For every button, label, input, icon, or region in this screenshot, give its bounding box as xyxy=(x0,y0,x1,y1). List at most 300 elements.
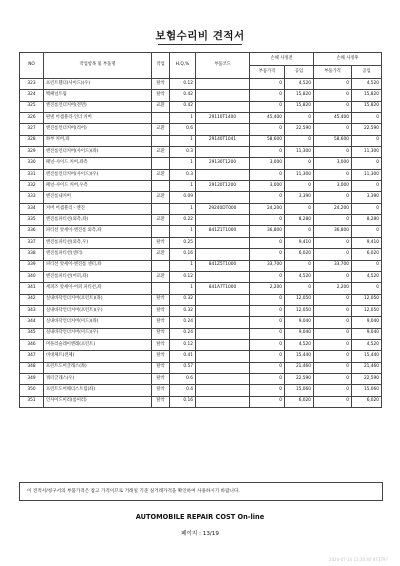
cell-item: 실내바닥언더커버(프런트)(우) xyxy=(44,305,152,316)
cell-no: 336 xyxy=(20,226,44,237)
cell-after-part: 0 xyxy=(314,271,352,282)
table-body xyxy=(20,79,382,408)
header-after-labor: 공임 xyxy=(352,66,382,79)
cell-before-labor: 0 xyxy=(285,203,314,214)
cell-hq: 0.24 xyxy=(170,317,196,328)
cell-code: 29130T1200 xyxy=(196,158,250,169)
cell-before-part: 0 xyxy=(250,237,285,248)
cell-after-labor: 12,050 xyxy=(352,305,382,316)
header-after: 손해 사정후 xyxy=(314,53,382,66)
cell-code xyxy=(196,317,250,328)
cell-after-part: 36,800 xyxy=(314,226,352,237)
cell-code xyxy=(196,328,250,339)
cell-before-labor: 12,050 xyxy=(285,305,314,316)
cell-before-part: 0 xyxy=(250,249,285,260)
cell-no: 332 xyxy=(20,181,44,192)
cell-no: 331 xyxy=(20,169,44,180)
cell-item: 머플러슬레이엔레(프런트) xyxy=(44,339,152,350)
cell-code: 29120T1200 xyxy=(196,181,250,192)
cell-code: 29140T1041 xyxy=(196,135,250,146)
cell-before-part: 36,800 xyxy=(250,226,285,237)
cell-code xyxy=(196,385,250,396)
cell-before-labor: 12,050 xyxy=(285,294,314,305)
cell-code: 841A7T1000 xyxy=(196,283,250,294)
cell-no: 323 xyxy=(20,79,44,90)
cell-item: 세퍼즈 앗세이-어퍼 파티션,좌 xyxy=(44,283,152,294)
table-row xyxy=(20,113,382,124)
cell-after-labor: 15,820 xyxy=(352,101,382,112)
table-row xyxy=(20,192,382,203)
cell-item: 엔진룸내커버 xyxy=(44,192,152,203)
cell-work: 교환 xyxy=(152,147,170,158)
table-row xyxy=(20,305,382,316)
cell-work: 교환 xyxy=(152,124,170,135)
cell-before-labor: 0 xyxy=(285,283,314,294)
cell-hq: 1 xyxy=(170,135,196,146)
title-underline xyxy=(158,44,242,45)
cell-item: 인사이드미러(룸미러) xyxy=(44,396,152,407)
cell-work xyxy=(152,260,170,271)
cell-no: 343 xyxy=(20,305,44,316)
cell-before-part: 58,600 xyxy=(250,135,285,146)
cell-before-part: 0 xyxy=(250,317,285,328)
cell-code: 29110T1400 xyxy=(196,113,250,124)
cell-before-labor: 15,820 xyxy=(285,90,314,101)
cell-item: 엔진룸파티션(외측,좌) xyxy=(44,215,152,226)
cell-before-labor: 21,460 xyxy=(285,362,314,373)
table-row xyxy=(20,339,382,350)
cell-work: 교환 xyxy=(152,249,170,260)
cell-hq: 1 xyxy=(170,226,196,237)
cell-hq: 0.42 xyxy=(170,101,196,112)
cell-before-part: 0 xyxy=(250,396,285,407)
cell-after-labor: 6,020 xyxy=(352,396,382,407)
header-work: 작업 xyxy=(152,53,170,79)
table-row xyxy=(20,260,382,271)
cell-code: 29240DT000 xyxy=(196,203,250,214)
cell-after-labor: 6,020 xyxy=(352,249,382,260)
cell-hq: 0.6 xyxy=(170,124,196,135)
cell-hq: 0.25 xyxy=(170,237,196,248)
cell-after-labor: 0 xyxy=(352,113,382,124)
cell-no: 327 xyxy=(20,124,44,135)
cell-before-labor: 9,040 xyxy=(285,328,314,339)
cell-after-part: 0 xyxy=(314,362,352,373)
cell-work: 탈착 xyxy=(152,351,170,362)
cell-work xyxy=(152,226,170,237)
cell-no: 347 xyxy=(20,351,44,362)
table-row xyxy=(20,147,382,158)
cell-code xyxy=(196,147,250,158)
cell-item: 패널-사이드 커버,우측 xyxy=(44,181,152,192)
table-row xyxy=(20,203,382,214)
cell-before-part: 0 xyxy=(250,294,285,305)
cell-work: 탈착 xyxy=(152,90,170,101)
cell-code xyxy=(196,362,250,373)
cell-hq: 0.22 xyxy=(170,215,196,226)
cell-item: 엔진룸언더커버(전면) xyxy=(44,101,152,112)
cell-before-part: 0 xyxy=(250,79,285,90)
cell-before-part: 0 xyxy=(250,169,285,180)
cell-after-labor: 9,040 xyxy=(352,317,382,328)
cell-work: 탈착 xyxy=(152,373,170,384)
table-row xyxy=(20,135,382,146)
cell-before-part: 33,700 xyxy=(250,260,285,271)
cell-after-part: 0 xyxy=(314,124,352,135)
cell-work xyxy=(152,113,170,124)
cell-code: 841Z1T1000 xyxy=(196,226,250,237)
cell-after-labor: 21,460 xyxy=(352,362,382,373)
header-hq: H,Q,% xyxy=(170,53,196,79)
cell-after-part: 0 xyxy=(314,351,352,362)
cell-after-labor: 0 xyxy=(352,260,382,271)
cell-work: 탈착 xyxy=(152,294,170,305)
cell-no: 337 xyxy=(20,237,44,248)
cell-before-part: 0 xyxy=(250,385,285,396)
cell-after-labor: 4,520 xyxy=(352,271,382,282)
cell-work: 교환 xyxy=(152,215,170,226)
cell-code xyxy=(196,90,250,101)
cell-item: 하부 커버,좌 xyxy=(44,135,152,146)
cell-hq: 1 xyxy=(170,181,196,192)
cell-item: 프런트휀더(사이드)(우) xyxy=(44,79,152,90)
header-code: 부품코드 xyxy=(196,53,250,79)
cell-hq: 0.42 xyxy=(170,90,196,101)
cell-after-part: 0 xyxy=(314,294,352,305)
table-row xyxy=(20,158,382,169)
cell-no: 344 xyxy=(20,317,44,328)
cell-item: 엔진룸파티션(센터) xyxy=(44,249,152,260)
cell-after-labor: 0 xyxy=(352,158,382,169)
cell-hq: 1 xyxy=(170,283,196,294)
table-row xyxy=(20,385,382,396)
cell-before-part: 2,200 xyxy=(250,283,285,294)
cell-before-part: 0 xyxy=(250,192,285,203)
cell-before-labor: 22,590 xyxy=(285,373,314,384)
cell-code xyxy=(196,79,250,90)
table-row xyxy=(20,317,382,328)
header-item: 작업항목 및 부품명 xyxy=(44,53,152,79)
cell-before-labor: 15,060 xyxy=(285,385,314,396)
cell-after-part: 0 xyxy=(314,249,352,260)
cell-after-labor: 11,300 xyxy=(352,147,382,158)
cell-hq: 0.16 xyxy=(170,396,196,407)
cell-before-labor: 9,040 xyxy=(285,317,314,328)
cell-after-labor: 4,520 xyxy=(352,79,382,90)
cell-hq: 0.57 xyxy=(170,362,196,373)
table-row xyxy=(20,362,382,373)
cell-after-part: 0 xyxy=(314,396,352,407)
cell-before-labor: 11,300 xyxy=(285,147,314,158)
print-timestamp: 2024-07-14 13:30:40 871797 xyxy=(328,557,388,562)
cell-work: 탈착 xyxy=(152,396,170,407)
cell-work: 탈착 xyxy=(152,305,170,316)
cell-work: 교환 xyxy=(152,101,170,112)
cell-no: 328 xyxy=(20,135,44,146)
cell-after-labor: 22,590 xyxy=(352,124,382,135)
cell-work: 탈착 xyxy=(152,79,170,90)
cell-after-part: 0 xyxy=(314,169,352,180)
cell-after-part: 0 xyxy=(314,90,352,101)
table-row xyxy=(20,237,382,248)
cell-no: 339 xyxy=(20,260,44,271)
cell-hq: 0.16 xyxy=(170,249,196,260)
cell-no: 338 xyxy=(20,249,44,260)
cell-code xyxy=(196,351,250,362)
table-row xyxy=(20,90,382,101)
cell-hq: 0.24 xyxy=(170,328,196,339)
cell-work: 탈착 xyxy=(152,317,170,328)
cell-before-part: 0 xyxy=(250,215,285,226)
cell-code xyxy=(196,192,250,203)
cell-no: 334 xyxy=(20,203,44,214)
cell-before-labor: 0 xyxy=(285,158,314,169)
cell-after-labor: 12,050 xyxy=(352,294,382,305)
cell-after-part: 0 xyxy=(314,101,352,112)
cell-code xyxy=(196,101,250,112)
cell-item: 실내바닥언더커버(미드)(우) xyxy=(44,328,152,339)
table-row xyxy=(20,249,382,260)
cell-hq: 0.12 xyxy=(170,339,196,350)
cell-item: 엔진룸파티션(어퍼,좌) xyxy=(44,271,152,282)
cell-code xyxy=(196,169,250,180)
cell-no: 333 xyxy=(20,192,44,203)
cell-after-labor: 4,520 xyxy=(352,339,382,350)
cell-code xyxy=(196,271,250,282)
cell-after-part: 0 xyxy=(314,305,352,316)
header-before-labor: 공임 xyxy=(285,66,314,79)
cell-after-labor: 0 xyxy=(352,203,382,214)
cell-before-part: 3,000 xyxy=(250,181,285,192)
cell-before-labor: 4,520 xyxy=(285,271,314,282)
cell-item: 쿼터글래스(우) xyxy=(44,373,152,384)
cell-work xyxy=(152,283,170,294)
cell-item: 판넬 어셈블리-언더 커버 xyxy=(44,113,152,124)
cell-item: 프런트도어글래스(좌) xyxy=(44,362,152,373)
cell-no: 351 xyxy=(20,396,44,407)
cell-before-labor: 4,520 xyxy=(285,79,314,90)
cell-work: 교환 xyxy=(152,271,170,282)
cell-after-labor: 9,040 xyxy=(352,328,382,339)
cell-item: 파티션 앗세이-엔진룸 센터,좌 xyxy=(44,260,152,271)
cell-before-part: 0 xyxy=(250,339,285,350)
cell-code xyxy=(196,294,250,305)
cell-no: 348 xyxy=(20,362,44,373)
cell-code xyxy=(196,249,250,260)
table-row xyxy=(20,79,382,90)
table-row xyxy=(20,328,382,339)
cell-no: 330 xyxy=(20,158,44,169)
cell-no: 325 xyxy=(20,101,44,112)
cell-work: 탈착 xyxy=(152,385,170,396)
header-after-part: 부품가격 xyxy=(314,66,352,79)
cell-after-part: 24,200 xyxy=(314,203,352,214)
cell-work xyxy=(152,135,170,146)
cell-after-labor: 0 xyxy=(352,135,382,146)
cell-hq: 1 xyxy=(170,260,196,271)
cell-before-labor: 0 xyxy=(285,181,314,192)
cell-item: 실내바닥언더커버(프런트)(좌) xyxy=(44,294,152,305)
notice-box: 이 견적서/청구서의 부품가격은 참고 가격이므로 거래일 기준 실거래가격을 확인하여 사용하시기 바랍니다. xyxy=(19,482,383,501)
cell-item: 엔진룸언더커버(사이드)(좌) xyxy=(44,147,152,158)
cell-hq: 0.3 xyxy=(170,147,196,158)
table-row xyxy=(20,396,382,407)
cell-before-part: 0 xyxy=(250,147,285,158)
cell-before-part: 3,000 xyxy=(250,158,285,169)
cell-after-labor: 15,440 xyxy=(352,351,382,362)
cell-hq: 0.32 xyxy=(170,305,196,316)
cell-after-part: 33,700 xyxy=(314,260,352,271)
cell-work: 탈착 xyxy=(152,328,170,339)
cell-after-part: 0 xyxy=(314,328,352,339)
cell-after-part: 0 xyxy=(314,373,352,384)
cell-before-labor: 3,390 xyxy=(285,192,314,203)
table-row xyxy=(20,283,382,294)
cell-hq: 0.6 xyxy=(170,373,196,384)
cell-before-labor: 0 xyxy=(285,113,314,124)
cell-work: 탈착 xyxy=(152,237,170,248)
cell-before-part: 0 xyxy=(250,271,285,282)
cell-no: 335 xyxy=(20,215,44,226)
cell-after-part: 2,200 xyxy=(314,283,352,294)
cell-before-part: 0 xyxy=(250,305,285,316)
cell-hq: 0.12 xyxy=(170,271,196,282)
cell-work: 탈착 xyxy=(152,362,170,373)
cell-hq: 0.41 xyxy=(170,351,196,362)
cell-code xyxy=(196,305,250,316)
table-row xyxy=(20,124,382,135)
cell-before-labor: 22,590 xyxy=(285,124,314,135)
cell-no: 341 xyxy=(20,283,44,294)
cell-before-part: 0 xyxy=(250,90,285,101)
cell-no: 324 xyxy=(20,90,44,101)
cell-hq: 0.4 xyxy=(170,385,196,396)
cell-no: 326 xyxy=(20,113,44,124)
page-number: 페이지 : 13/19 xyxy=(181,531,219,537)
cell-hq: 1 xyxy=(170,158,196,169)
cell-before-labor: 0 xyxy=(285,135,314,146)
cell-item: 백패널트림 xyxy=(44,90,152,101)
cell-after-labor: 0 xyxy=(352,283,382,294)
cell-item: 엔진룸언더커버(리어) xyxy=(44,124,152,135)
header-before: 손해 사정전 xyxy=(250,53,314,66)
table-row xyxy=(20,294,382,305)
cell-work xyxy=(152,203,170,214)
cell-code xyxy=(196,396,250,407)
cell-after-part: 0 xyxy=(314,339,352,350)
cell-before-part: 0 xyxy=(250,328,285,339)
cell-after-labor: 15,820 xyxy=(352,90,382,101)
cell-after-part: 0 xyxy=(314,237,352,248)
cell-before-labor: 0 xyxy=(285,260,314,271)
cell-work: 교환 xyxy=(152,169,170,180)
cell-after-labor: 15,060 xyxy=(352,385,382,396)
cell-hq: 0.09 xyxy=(170,192,196,203)
cell-hq: 1 xyxy=(170,203,196,214)
cell-before-labor: 15,820 xyxy=(285,101,314,112)
document-title: 보험수리비 견적서 xyxy=(155,30,245,42)
cell-before-labor: 4,520 xyxy=(285,339,314,350)
cell-after-labor: 11,300 xyxy=(352,169,382,180)
cell-before-part: 24,200 xyxy=(250,203,285,214)
cell-before-labor: 0 xyxy=(285,226,314,237)
cell-after-part: 58,600 xyxy=(314,135,352,146)
cell-item: 엔진룸언더커버(사이드)(우) xyxy=(44,169,152,180)
cell-before-labor: 6,020 xyxy=(285,249,314,260)
cell-after-part: 0 xyxy=(314,147,352,158)
cell-item: 비대체트(전체) xyxy=(44,351,152,362)
cell-after-part: 0 xyxy=(314,192,352,203)
table-row xyxy=(20,215,382,226)
cell-before-labor: 8,280 xyxy=(285,215,314,226)
cell-no: 346 xyxy=(20,339,44,350)
cell-code: 841Z5T1000 xyxy=(196,260,250,271)
cell-after-labor: 9,410 xyxy=(352,237,382,248)
cell-after-labor: 22,590 xyxy=(352,373,382,384)
table-row xyxy=(20,169,382,180)
header-no: NO xyxy=(20,53,44,79)
cell-before-labor: 15,440 xyxy=(285,351,314,362)
cell-after-part: 45,400 xyxy=(314,113,352,124)
cell-after-labor: 0 xyxy=(352,181,382,192)
cell-before-labor: 9,410 xyxy=(285,237,314,248)
table-row xyxy=(20,271,382,282)
cell-after-part: 3,000 xyxy=(314,181,352,192)
cell-before-part: 0 xyxy=(250,101,285,112)
cell-no: 340 xyxy=(20,271,44,282)
cell-no: 349 xyxy=(20,373,44,384)
cell-after-part: 0 xyxy=(314,317,352,328)
cell-hq: 1 xyxy=(170,113,196,124)
cell-after-labor: 0 xyxy=(352,226,382,237)
cell-code xyxy=(196,373,250,384)
cell-item: 커버 어셈블리 - 엔진 xyxy=(44,203,152,214)
cell-no: 345 xyxy=(20,328,44,339)
cell-after-part: 3,000 xyxy=(314,158,352,169)
cell-code xyxy=(196,237,250,248)
cell-work: 탈착 xyxy=(152,339,170,350)
cell-item: 프런트도어웨더스트립(좌) xyxy=(44,385,152,396)
cell-no: 329 xyxy=(20,147,44,158)
cell-work: 교환 xyxy=(152,192,170,203)
cell-before-part: 0 xyxy=(250,362,285,373)
cell-before-part: 45,400 xyxy=(250,113,285,124)
cell-hq: 0.3 xyxy=(170,169,196,180)
footer-title: AUTOMOBILE REPAIR COST On-line xyxy=(135,513,265,521)
cell-hq: 0.12 xyxy=(170,79,196,90)
cell-before-labor: 6,020 xyxy=(285,396,314,407)
cell-item: 파티션 앗세이-엔진룸 외측,좌 xyxy=(44,226,152,237)
header-before-part: 부품가격 xyxy=(250,66,285,79)
cell-item: 패널-사이드 커버,좌측 xyxy=(44,158,152,169)
cell-no: 350 xyxy=(20,385,44,396)
cell-no: 342 xyxy=(20,294,44,305)
cell-before-part: 0 xyxy=(250,351,285,362)
cell-before-labor: 11,300 xyxy=(285,169,314,180)
cell-after-part: 0 xyxy=(314,79,352,90)
table-row xyxy=(20,351,382,362)
cell-code xyxy=(196,215,250,226)
cell-work xyxy=(152,158,170,169)
cell-hq: 0.32 xyxy=(170,294,196,305)
cell-after-labor: 3,390 xyxy=(352,192,382,203)
cell-work xyxy=(152,181,170,192)
cell-code xyxy=(196,339,250,350)
header-row-1 xyxy=(20,53,382,66)
cell-after-part: 0 xyxy=(314,385,352,396)
table-row xyxy=(20,101,382,112)
cell-before-part: 0 xyxy=(250,373,285,384)
